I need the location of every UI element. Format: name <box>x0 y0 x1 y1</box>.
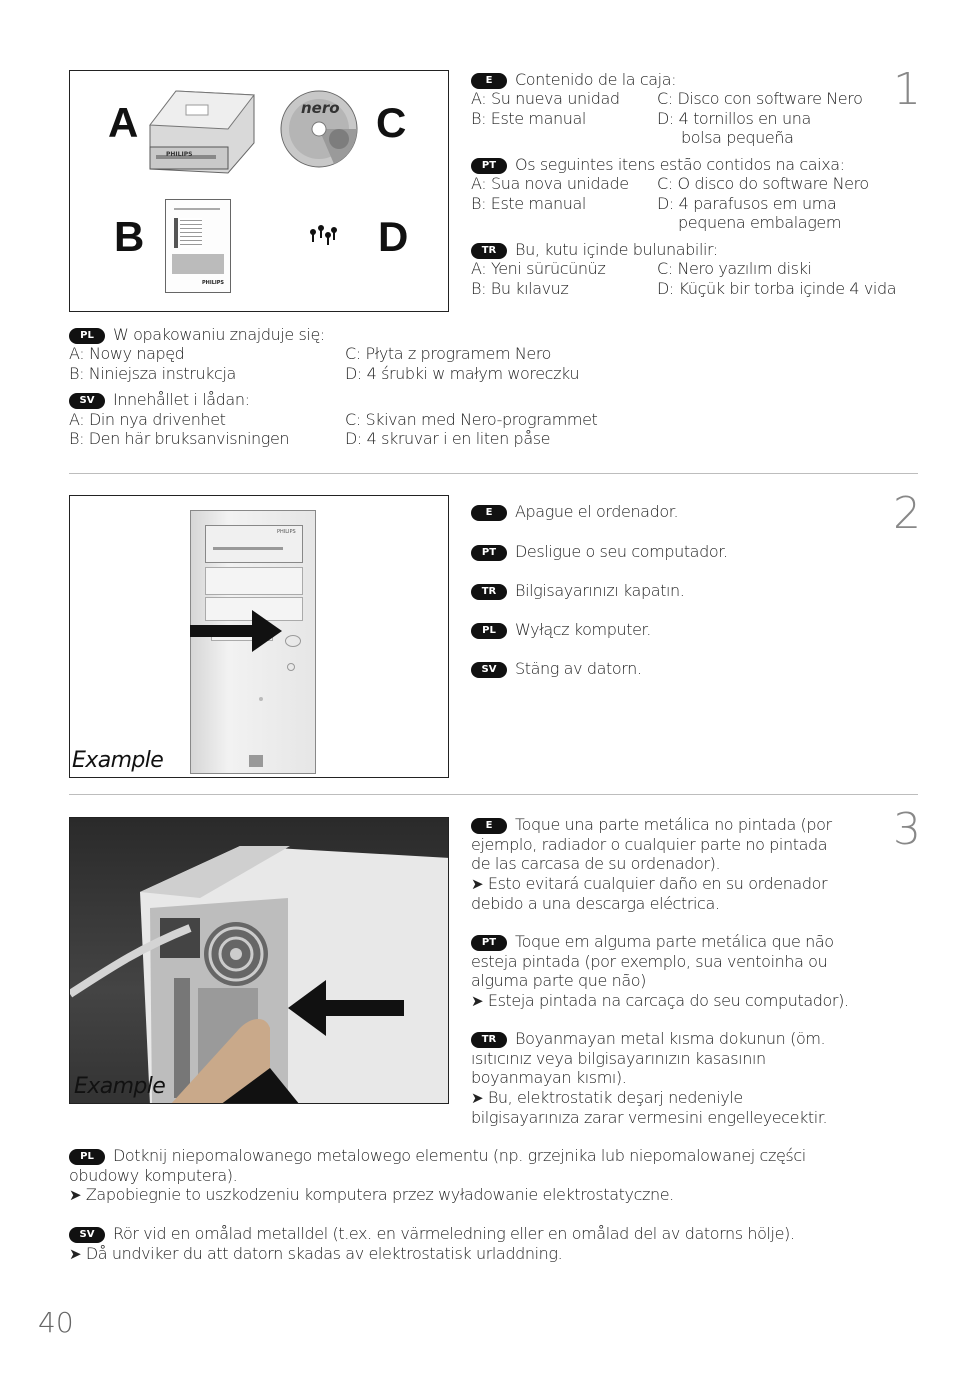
drive-brand: PHILIPS <box>166 151 193 158</box>
badge-e: E <box>471 73 507 89</box>
sv-item-c: C: Skivan med Nero-programmet <box>345 410 598 429</box>
step3-pt-block <box>471 932 851 1011</box>
computer-tower-image <box>69 495 449 778</box>
pl-item-c: C: Płyta z programem Nero <box>345 344 552 363</box>
divider-1 <box>69 473 918 474</box>
step3-sv-note: Då undviker du att datorn skadas av elektrostatisk urladdning. <box>85 1243 563 1263</box>
note-marker-icon: ➤ <box>471 1088 484 1107</box>
sv-contents-heading <box>69 390 250 410</box>
e-item-d-cont: bolsa pequeña <box>681 128 794 147</box>
letter-a: A <box>108 99 139 146</box>
step3-pt-note: Esteja pintada na carcaça do seu computador). <box>487 990 849 1010</box>
arrow-left-icon <box>288 980 404 1036</box>
computer-rear-image <box>69 817 449 1104</box>
example-label-3: Example <box>74 1074 166 1099</box>
nero-logo: nero <box>301 99 340 117</box>
step2-item-tr <box>471 581 684 601</box>
badge-tr: TR <box>471 243 507 259</box>
badge-pl-2: PL <box>471 623 507 639</box>
tower-brand: PHILIPS <box>277 529 296 535</box>
sv-item-a: A: Din nya drivenhet <box>69 410 226 429</box>
step3-pt-text: Toque em alguma parte metálica que não esteja pintada (por exemplo, sua ventoinha ou alguma parte que não) <box>471 932 834 991</box>
pt-heading-text: Os seguintes itens estão contidos na caixa: <box>515 155 845 174</box>
note-marker-icon: ➤ <box>471 991 484 1010</box>
letter-b: B <box>114 213 145 260</box>
badge-pl-3: PL <box>69 1149 105 1165</box>
step-number-2: 2 <box>893 488 921 539</box>
step2-item-pl <box>471 620 651 640</box>
letter-c: C <box>376 99 407 146</box>
badge-pl: PL <box>69 328 105 344</box>
computer-rear-illustration <box>70 818 449 1104</box>
badge-sv-3: SV <box>69 1227 105 1243</box>
badge-sv: SV <box>69 393 105 409</box>
step-number-3: 3 <box>893 804 921 855</box>
step3-pl-text: Dotknij niepomalowanego metalowego elementu (np. grzejnika lub niepomalowanej części obudowy komputera). <box>69 1146 806 1185</box>
pt-item-b: B: Este manual <box>471 194 586 213</box>
step2-text-sv: Stäng av datorn. <box>515 659 642 678</box>
step3-e-text: Toque una parte metálica no pintada (por ejemplo, radiador o cualquier parte no pintada de las carcasa de su ordenador). <box>471 815 832 874</box>
step3-tr-note: Bu, elektrostatik deşarj nedeniyle bilgisayarınıza zarar vermesini engelleyecektir. <box>471 1087 828 1128</box>
page-number: 40 <box>38 1306 74 1339</box>
note-marker-icon: ➤ <box>69 1244 82 1263</box>
pl-item-b: B: Niniejsza instrukcja <box>69 364 236 383</box>
step2-text-pt: Desligue o seu computador. <box>515 542 728 561</box>
sv-item-d: D: 4 skruvar i en liten påse <box>345 429 551 448</box>
e-item-a: A: Su nueva unidad <box>471 89 620 108</box>
example-label-2: Example <box>72 748 164 773</box>
step2-item-e <box>471 502 678 522</box>
manual-illustration <box>165 199 231 293</box>
pt-item-c: C: O disco do software Nero <box>657 174 869 193</box>
pt-item-d-cont: pequena embalagem <box>678 213 842 232</box>
tr-item-b: B: Bu kılavuz <box>471 279 569 298</box>
nero-cd-illustration <box>279 89 359 169</box>
badge-pt: PT <box>471 158 507 174</box>
e-item-d: D: 4 tornillos en una <box>657 109 811 128</box>
step2-text-tr: Bilgisayarınızı kapatın. <box>515 581 685 600</box>
pl-heading-text: W opakowaniu znajduje się: <box>113 325 325 344</box>
pt-item-a: A: Sua nova unidade <box>471 174 629 193</box>
manual-brand: PHILIPS <box>202 280 225 286</box>
tr-item-a: A: Yeni sürücünüz <box>471 259 606 278</box>
e-item-b: B: Este manual <box>471 109 586 128</box>
pt-item-d: D: 4 parafusos em uma <box>657 194 837 213</box>
step2-text-e: Apague el ordenador. <box>515 502 679 521</box>
sv-heading-text: Innehållet i lådan: <box>113 390 250 409</box>
pl-item-a: A: Nowy napęd <box>69 344 185 363</box>
step2-item-pt <box>471 542 728 562</box>
step2-text-pl: Wyłącz komputer. <box>515 620 651 639</box>
tr-item-c: C: Nero yazılım diski <box>657 259 812 278</box>
pt-contents-heading <box>471 155 845 175</box>
pl-contents-heading <box>69 325 325 345</box>
step-number-1: 1 <box>893 64 921 115</box>
step3-pl-block <box>69 1146 809 1206</box>
badge-tr-2: TR <box>471 584 507 600</box>
step3-pl-note: Zapobiegnie to uszkodzeniu komputera przez wyładowanie elektrostatyczne. <box>85 1185 674 1205</box>
step2-item-sv <box>471 659 642 679</box>
step3-e-block <box>471 815 851 914</box>
badge-sv-2: SV <box>471 662 507 678</box>
step3-tr-block <box>471 1029 851 1128</box>
e-contents-heading <box>471 70 676 90</box>
letter-d: D <box>378 213 409 260</box>
badge-e-3: E <box>471 818 507 834</box>
note-marker-icon: ➤ <box>471 874 484 893</box>
screws-illustration <box>307 223 339 251</box>
tr-contents-heading <box>471 240 718 260</box>
e-item-c: C: Disco con software Nero <box>657 89 863 108</box>
arrow-right-icon <box>190 610 282 652</box>
step3-sv-block <box>69 1224 809 1264</box>
dvd-drive-illustration <box>146 85 256 175</box>
badge-e-2: E <box>471 505 507 521</box>
badge-pt-3: PT <box>471 935 507 951</box>
step3-e-note: Esto evitará cualquier daño en su ordenador debido a una descarga eléctrica. <box>471 873 828 914</box>
sv-item-b: B: Den här bruksanvisningen <box>69 429 290 448</box>
step3-tr-text: Boyanmayan metal kısma dokunun (öm. ısıtıcınız veya bilgisayarınızın kasasının boyanmayan kısmı). <box>471 1029 826 1088</box>
divider-2 <box>69 794 918 795</box>
box-contents-image <box>69 70 449 312</box>
e-heading-text: Contenido de la caja: <box>515 70 677 89</box>
badge-pt-2: PT <box>471 545 507 561</box>
step3-sv-text: Rör vid en omålad metalldel (t.ex. en värmeledning eller en omålad del av datorns hölje). <box>113 1224 795 1243</box>
tr-item-d: D: Küçük bir torba içinde 4 vida <box>657 279 897 298</box>
tr-heading-text: Bu, kutu içinde bulunabilir: <box>515 240 718 259</box>
pl-item-d: D: 4 śrubki w małym woreczku <box>345 364 580 383</box>
badge-tr-3: TR <box>471 1032 507 1048</box>
note-marker-icon: ➤ <box>69 1186 82 1205</box>
